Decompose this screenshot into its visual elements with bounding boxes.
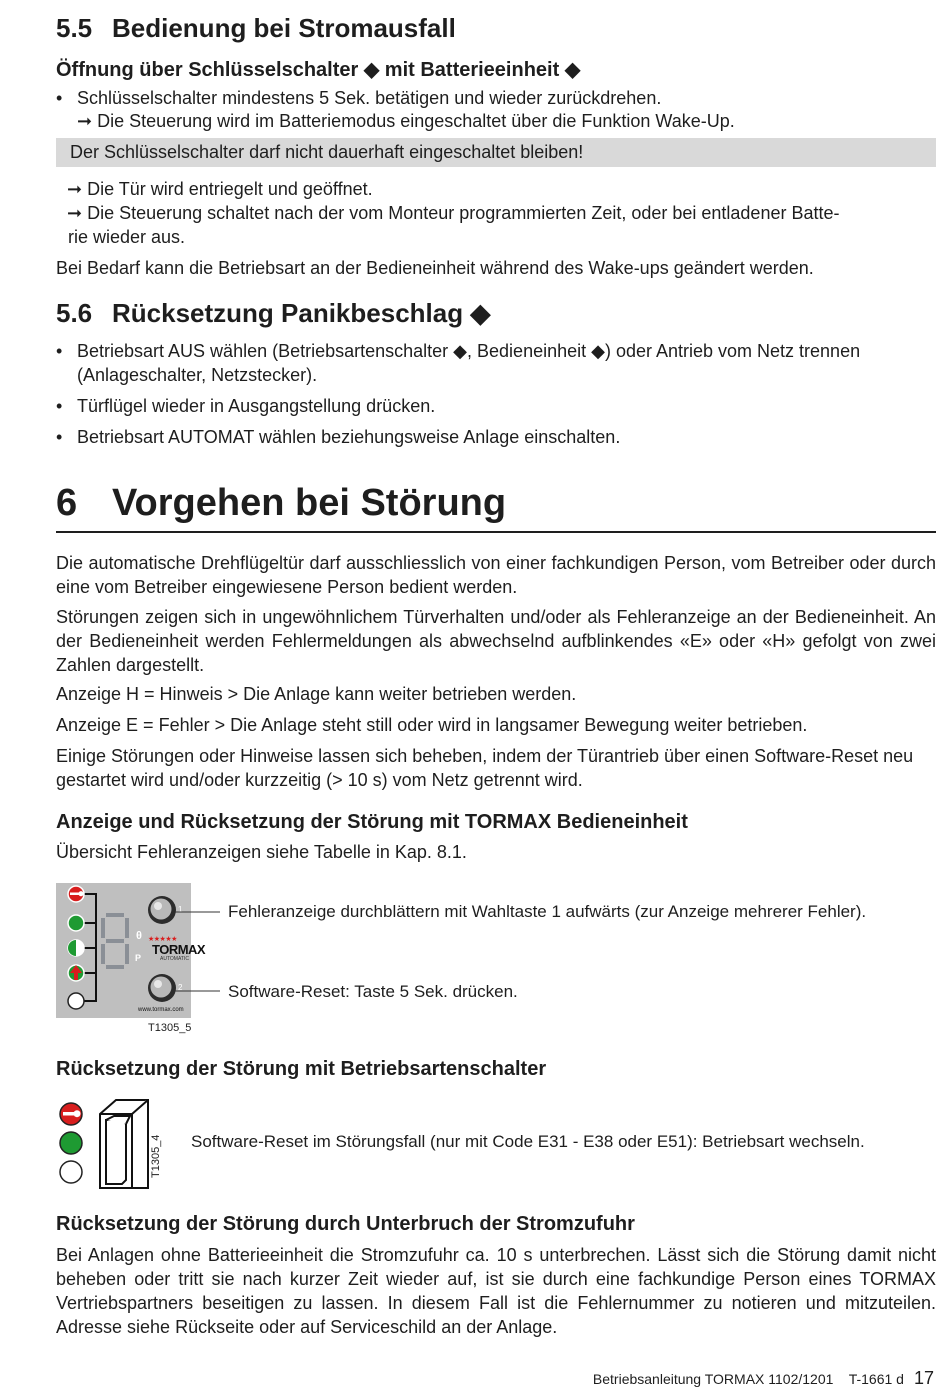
green-led-icon [60,1132,82,1154]
half-green-led-icon [68,940,84,956]
control-unit-panel [56,883,206,1018]
bullet-push-door: • Türflügel wieder in Ausgangstellung drücken. [56,394,936,418]
result-wake-up: ➞ Die Steuerung wird im Batteriemodus eingeschaltet über die Funktion Wake-Up. [77,111,735,131]
figure-caption-2: T1305_4 [150,1134,162,1178]
subheading-control-unit: Anzeige und Rücksetzung der Störung mit TORMAX Bedieneinheit [56,811,688,833]
chapter-rule [56,531,936,533]
chapter-title: Vorgehen bei Störung [112,482,507,524]
paragraph-display-e: Anzeige E = Fehler > Die Anlage steht still oder wird in langsamer Bewegung weiter betrieben. [56,715,808,735]
key-led-icon [68,886,84,902]
paragraph-overview-ref: Übersicht Fehleranzeigen siehe Tabelle in Kap. 8.1. [56,842,467,862]
callout-mode-switch-reset: Software-Reset im Störungsfall (nur mit Code E31 - E38 oder E51): Betriebsart wechseln. [191,1132,865,1151]
section-5-5-heading [56,13,456,44]
callout-scroll-errors: Fehleranzeige durchblättern mit Wahltaste 1 aufwärts (zur Anzeige mehrerer Fehler). [228,902,867,921]
section-title: Rücksetzung Panikbeschlag ◆ [112,298,491,328]
brand-url: www.tormax.com [138,1007,184,1013]
page-footer [593,1368,934,1389]
warning-note: Der Schlüsselschalter darf nicht dauerhaft eingeschaltet bleiben! [56,138,936,167]
white-led-icon [60,1161,82,1183]
callout-lines [175,905,220,995]
result-door-open: ➞ Die Tür wird entriegelt und geöffnet. [67,179,373,199]
button-2-number: 2 [178,983,183,992]
rocker-switch-icon [100,1100,148,1188]
chapter-6-heading [56,482,936,525]
result-control-off-cont: rie wieder aus. [68,227,186,247]
lock-symbol: θ [136,930,142,942]
key-led-icon [60,1103,82,1125]
button-2-icon [148,974,176,1002]
brand-stars: ★★★★★ [148,936,177,943]
seven-segment-display [101,913,129,969]
bullet-key-switch: • Schlüsselschalter mindestens 5 Sek. betätigen und wieder zurückdrehen. [56,86,936,110]
arrow-led-icon [68,965,84,981]
paragraph-reset: Einige Störungen oder Hinweise lassen sich beheben, indem der Türantrieb über einen Software-Reset neu gestartet wird und/oder kurzzeitig (> 10 s) vom Netz getrennt wird. [56,746,914,790]
green-led-icon [68,915,84,931]
paragraph-operation: Die automatische Drehflügeltür darf ausschliesslich von einer fachkundigen Person, vom Betreiber oder durch eine vom Betreiber eingewiesene Person bedient werden. [56,553,936,597]
paragraph-power-interrupt: Bei Anlagen ohne Batterieeinheit die Stromzufuhr ca. 10 s unterbrechen. Lässt sich die Störung damit nicht beheben oder tritt sie nach kurzer Zeit wieder auf, ist sie durch eine fachkundige Person eines TORMAX Vertriebspartners beseitigen zu lassen. In diesem Fall ist die Fehlernummer zu notieren und mitzuteilen. Adresse siehe Rückseite oder auf Serviceschild an der Anlage. [56,1245,936,1337]
section-5-6-heading [56,298,490,329]
white-led-icon [68,993,84,1009]
callout-software-reset: Software-Reset: Taste 5 Sek. drücken. [228,982,518,1001]
section-number: 5.5 [56,13,93,43]
paragraph-error-display: Störungen zeigen sich in ungewöhnlichem Türverhalten und/oder als Fehleranzeige an der Bedieneinheit. An der Bedieneinheit werden Fehlermeldungen als abwechselnd aufblinkendes «E» oder «H» gefolgt von zwei Zahlen dargestellt. [56,607,936,675]
paragraph-display-h: Anzeige H = Hinweis > Die Anlage kann weiter betrieben werden. [56,684,577,704]
subheading-mode-switch: Rücksetzung der Störung mit Betriebsartenschalter [56,1058,547,1080]
subheading-key-switch: Öffnung über Schlüsselschalter ◆ mit Batterieeinheit ◆ [56,59,581,81]
brand-sub: AUTOMATIC [160,956,189,962]
button-1-icon [148,896,176,924]
p-label: P [135,953,142,963]
subheading-power-interrupt: Rücksetzung der Störung durch Unterbruch der Stromzufuhr [56,1213,635,1235]
figure-caption-1: T1305_5 [148,1022,192,1034]
brand-logo: TORMAX [152,942,206,957]
section-title: Bedienung bei Stromausfall [112,13,456,43]
chapter-number: 6 [56,482,78,524]
page-number: 17 [913,1368,934,1388]
bullet-mode-auto: • Betriebsart AUTOMAT wählen beziehungsweise Anlage einschalten. [56,425,936,449]
result-control-off: ➞ Die Steuerung schaltet nach der vom Monteur programmierten Zeit, oder bei entladener Batte- [67,203,840,223]
section-number: 5.6 [56,298,93,328]
paragraph-mode-change: Bei Bedarf kann die Betriebsart an der Bedieneinheit während des Wake-ups geändert werden. [56,258,814,278]
bullet-mode-off: • Betriebsart AUS wählen (Betriebsartenschalter ◆, Bedieneinheit ◆) oder Antrieb vom Netz trennen (Anlageschalter, Netzstecker). [56,339,936,387]
button-1-number: 1 [178,905,183,914]
footer-document: Betriebsanleitung TORMAX 1102/1201 T-1661 d [592,1371,904,1387]
